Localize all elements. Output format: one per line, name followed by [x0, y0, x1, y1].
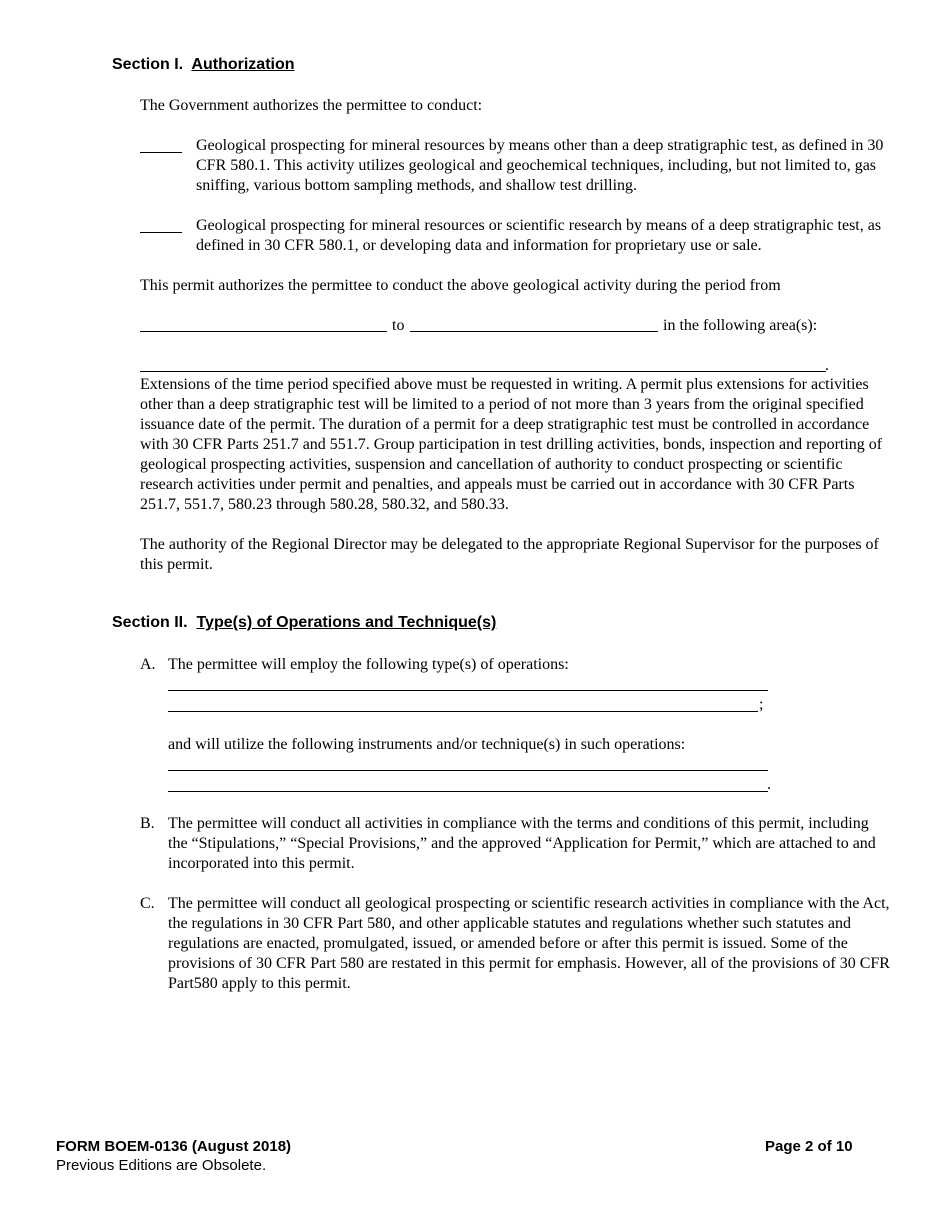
authority-paragraph: The authority of the Regional Director may be delegated to the appropriate Regional Supervisor for the purposes of this permit.: [140, 536, 879, 573]
option-1-text: Geological prospecting for mineral resources by means other than a deep stratigraphic test, as defined in 30 CFR 580.1. This activity utilizes geological and geochemical techniques, including, but not limited to, gas sniffing, various bottom sampling methods, and shallow test drilling.: [196, 137, 884, 194]
item-b-text: The permittee will conduct all activities in compliance with the terms and conditions of this permit, including the “Stipulations,” “Special Provisions,” and the approved “Application for Permit,” which are attached to and incorporated into this permit.: [168, 815, 876, 872]
authorization-intro: The Government authorizes the permittee to conduct:: [140, 97, 483, 114]
section-2-heading: [112, 614, 496, 632]
section-1-title: Authorization: [191, 56, 295, 73]
instruments-field-line-1[interactable]: [168, 770, 768, 771]
item-b-label: B.: [140, 815, 155, 832]
item-c-text: The permittee will conduct all geological prospecting or scientific research activities in compliance with the Act, the regulations in 30 CFR Part 580, and other applicable statutes and regulations whether such statutes and regulations are enacted, promulgated, issued, or amended before or after this permit is issued. Some of the provisions of 30 CFR Part 580 are restated in this permit for emphasis. However, all of the provisions of 30 CFR Part580 apply to this permit.: [168, 895, 890, 992]
instruments-field-line-2[interactable]: [168, 791, 768, 792]
operations-field-line-1[interactable]: [168, 690, 768, 691]
end-date-field[interactable]: [410, 331, 658, 332]
page-number: Page 2 of 10: [765, 1138, 853, 1155]
item-c-label: C.: [140, 895, 155, 912]
operations-field-line-2[interactable]: [168, 711, 758, 712]
instruments-end: .: [767, 776, 771, 793]
to-label: to: [392, 317, 405, 334]
instruments-text: and will utilize the following instruments and/or technique(s) in such operations:: [168, 736, 686, 753]
extensions-paragraph: Extensions of the time period specified above must be requested in writing. A permit plus extensions for activities other than a deep stratigraphic test will be limited to a period of not more than 3 years from the original specified issuance date of the permit. The duration of a permit for a deep stratigraphic test must be controlled in accordance with 30 CFR Parts 251.7 and 551.7. Group participation in test drilling activities, bonds, inspection and reporting of geological prospecting activities, suspension and cancellation of authority to conduct prospecting or scientific research activities under permit and penalties, and appeals must be carried out in accordance with 30 CFR Parts 251.7, 551.7, 580.23 through 580.28, 580.32, and 580.33.: [140, 376, 883, 513]
option-1-checkbox-blank[interactable]: [140, 152, 182, 153]
area-field[interactable]: [140, 371, 826, 372]
item-a-text: The permittee will employ the following type(s) of operations:: [168, 656, 569, 673]
operations-end: ;: [759, 696, 764, 713]
section-2-title: Type(s) of Operations and Technique(s): [196, 614, 497, 631]
section-1-prefix: Section I.: [112, 56, 184, 73]
start-date-field[interactable]: [140, 331, 387, 332]
obsolete-notice: Previous Editions are Obsolete.: [56, 1157, 267, 1174]
form-number: FORM BOEM-0136 (August 2018): [56, 1138, 292, 1155]
area-label: in the following area(s):: [663, 317, 818, 334]
section-2-prefix: Section II.: [112, 614, 188, 631]
period-text: This permit authorizes the permittee to conduct the above geological activity during the period from: [140, 277, 781, 294]
area-end-period: .: [825, 357, 829, 374]
option-2-text: Geological prospecting for mineral resources or scientific research by means of a deep stratigraphic test, as defined in 30 CFR 580.1, or developing data and information for proprietary use or sale.: [196, 217, 882, 254]
item-a-label: A.: [140, 656, 156, 673]
option-2-checkbox-blank[interactable]: [140, 232, 182, 233]
section-1-heading: [112, 56, 295, 74]
